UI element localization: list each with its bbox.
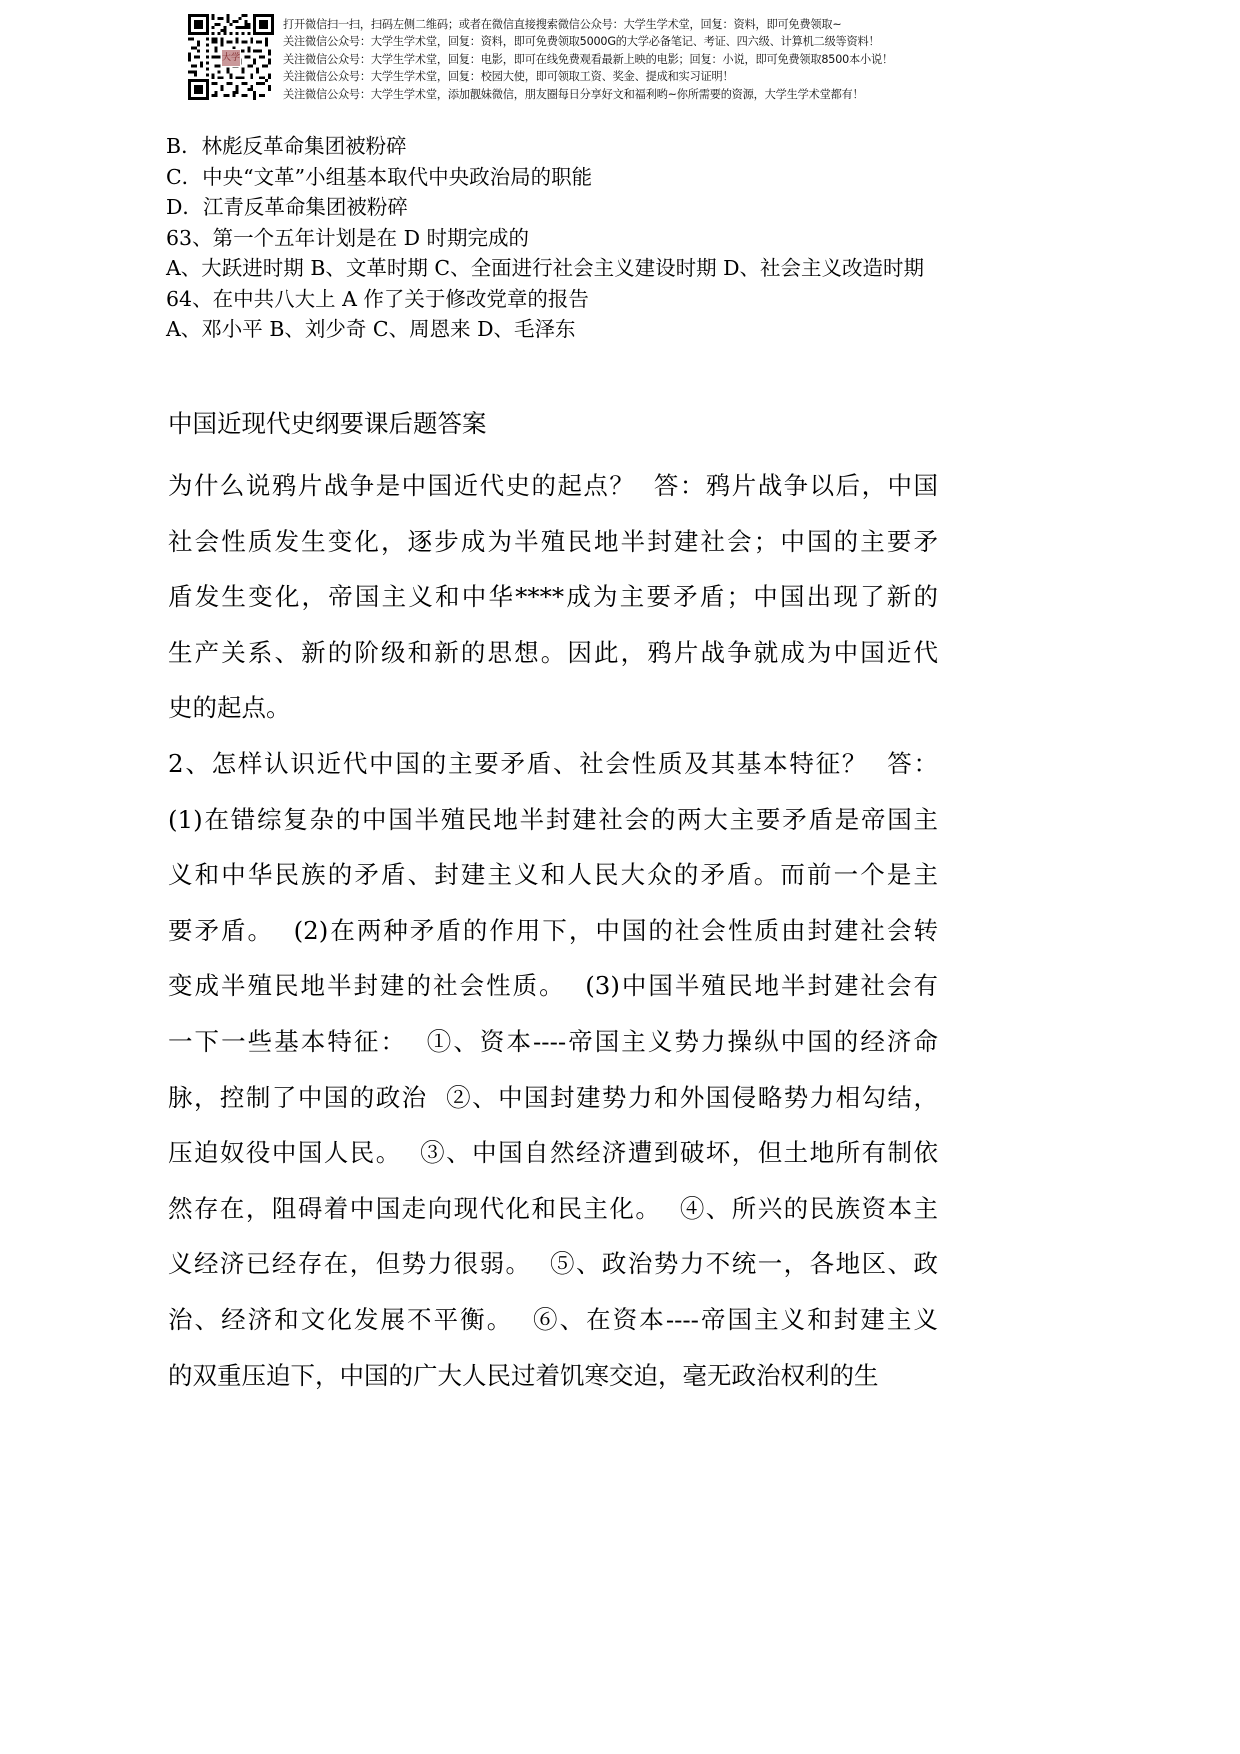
promo-line-3: 关注微信公众号：大学生学术堂，回复：电影，即可在线免费观看最新上映的电影；回复：小说，即可免费领取8500本小说！ [283,52,894,66]
multiple-choice-block [166,131,1066,345]
qr-code-image [188,14,274,100]
body-line: 生产关系、新的阶级和新的思想。因此，鸦片战争就成为中国近代 [168,637,938,667]
mcq-choices-63: A、大跃进时期 B、文革时期 C、全面进行社会主义建设时期 D、社会主义改造时期 [166,256,925,280]
body-line: 一下一些基本特征： ①、资本----帝国主义势力操纵中国的经济命 [168,1026,938,1056]
promo-line-4: 关注微信公众号：大学生学术堂，回复：校园大使，即可领取工资、奖金、提成和实习证明！ [283,70,734,84]
promo-line-1: 打开微信扫一扫，扫码左侧二维码；或者在微信直接搜索微信公众号：大学生学术堂，回复：资料，即可免费领取~ [283,18,842,31]
answer-body-block [168,458,938,1403]
body-line: 压迫奴役中国人民。 ③、中国自然经济遭到破坏，但土地所有制依 [168,1138,938,1168]
body-line: 的双重压迫下，中国的广大人民过着饥寒交迫，毫无政治权利的生 [168,1360,879,1390]
page-title: 中国近现代史纲要课后题答案 [168,409,487,438]
mcq-option-b: B．林彪反革命集团被粉碎 [166,134,407,158]
mcq-question-64: 64、在中共八大上 A 作了关于修改党章的报告 [166,286,589,311]
body-line: 义和中华民族的矛盾、封建主义和人民大众的矛盾。而前一个是主 [168,860,938,890]
body-line: (1)在错综复杂的中国半殖民地半封建社会的两大主要矛盾是帝国主 [168,804,938,834]
promo-line-2: 关注微信公众号：大学生学术堂，回复：资料，即可免费领取5000G的大学必备笔记、考证、四六级、计算机二级等资料！ [283,35,880,49]
mcq-option-c: C．中央“文革”小组基本取代中央政治局的职能 [166,164,593,189]
body-line: 为什么说鸦片战争是中国近代史的起点？ 答：鸦片战争以后，中国 [168,471,938,500]
body-line: 2、怎样认识近代中国的主要矛盾、社会性质及其基本特征？ 答： [168,748,938,778]
body-line: 要矛盾。 (2)在两种矛盾的作用下，中国的社会性质由封建社会转 [168,915,938,945]
body-line: 盾发生变化，帝国主义和中华****成为主要矛盾；中国出现了新的 [168,582,938,612]
mcq-option-d: D．江青反革命集团被粉碎 [166,195,408,219]
mcq-question-63: 63、第一个五年计划是在 D 时期完成的 [166,225,530,250]
body-line: 社会性质发生变化，逐步成为半殖民地半封建社会；中国的主要矛 [168,526,938,556]
body-line: 脉，控制了中国的政治 ②、中国封建势力和外国侵略势力相勾结， [168,1082,938,1112]
mcq-choices-64: A、邓小平 B、刘少奇 C、周恩来 D、毛泽东 [166,317,576,341]
promo-text-lines [283,14,893,103]
body-line: 然存在，阻碍着中国走向现代化和民主化。 ④、所兴的民族资本主 [168,1193,938,1223]
qr-center-logo: 大学 [221,49,241,67]
body-line: 变成半殖民地半封建的社会性质。 (3)中国半殖民地半封建社会有 [168,971,938,1001]
promo-line-5: 关注微信公众号：大学生学术堂，添加靓妹微信，朋友圈每日分享好文和福利哟~你所需要的资源，大学生学术堂都有！ [283,87,864,101]
body-line: 义经济已经存在，但势力很弱。 ⑤、政治势力不统一，各地区、政 [168,1249,938,1279]
body-line: 治、经济和文化发展不平衡。 ⑥、在资本----帝国主义和封建主义 [168,1304,938,1334]
body-line: 史的起点。 [168,693,291,723]
promo-header-banner [188,14,893,103]
